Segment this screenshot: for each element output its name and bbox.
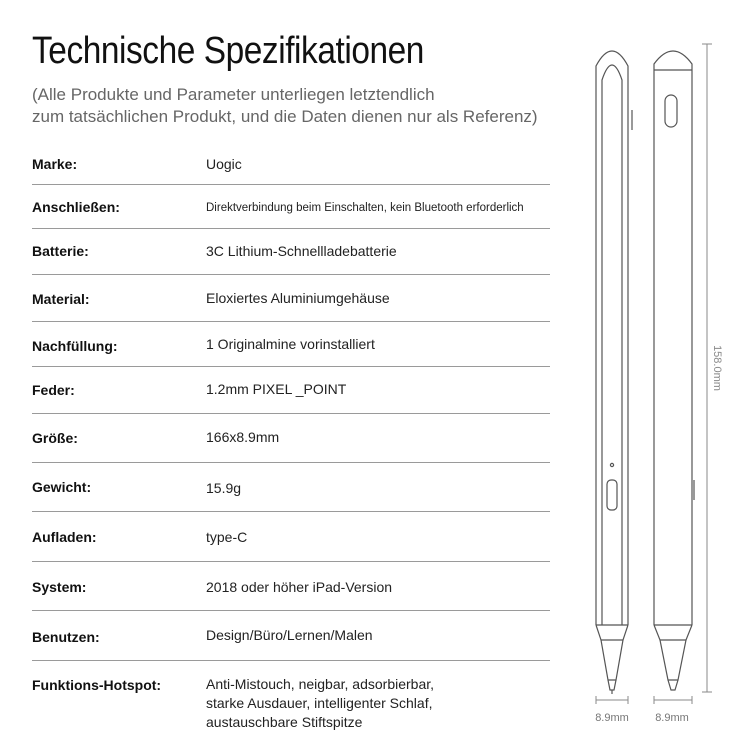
spec-row-benutzen xyxy=(32,611,550,661)
spec-label: Größe: xyxy=(32,430,78,446)
width-label-left: 8.9mm xyxy=(595,712,629,724)
pen-illustration xyxy=(580,40,750,730)
spec-row-aufladen xyxy=(32,512,550,562)
spec-label: Marke: xyxy=(32,156,78,172)
spec-value xyxy=(206,675,434,732)
spec-value: 1 Originalmine vorinstalliert xyxy=(206,336,375,352)
spec-row-batterie xyxy=(32,229,550,275)
spec-row-groesse xyxy=(32,414,550,463)
width-dimension-lines xyxy=(596,696,692,704)
spec-label: Nachfüllung: xyxy=(32,338,118,354)
spec-value: Design/Büro/Lernen/Malen xyxy=(206,627,373,643)
spec-value: 1.2mm PIXEL _POINT xyxy=(206,381,347,397)
spec-row-system xyxy=(32,562,550,611)
spec-value-line: starke Ausdauer, intelligenter Schlaf, xyxy=(206,695,433,711)
spec-label: Feder: xyxy=(32,382,75,398)
page-subtitle xyxy=(32,84,538,128)
spec-value-line: Anti-Mistouch, neigbar, adsorbierbar, xyxy=(206,676,435,692)
spec-label: Gewicht: xyxy=(32,479,92,495)
spec-value: 2018 oder höher iPad-Version xyxy=(206,579,393,595)
spec-value: 3C Lithium-Schnellladebatterie xyxy=(206,243,397,259)
length-label: 158.0mm xyxy=(711,345,723,391)
spec-label: Anschließen: xyxy=(32,199,120,215)
pen-diagram xyxy=(580,40,750,730)
spec-value-line: austauschbare Stiftspitze xyxy=(206,714,363,730)
pen-front-view xyxy=(596,51,632,694)
length-dimension-line xyxy=(702,44,712,692)
spec-label: Batterie: xyxy=(32,243,89,259)
spec-label: System: xyxy=(32,579,87,595)
spec-row-material xyxy=(32,275,550,322)
width-label-right: 8.9mm xyxy=(655,712,689,724)
spec-row-funktions-hotspot xyxy=(32,661,550,731)
spec-row-feder xyxy=(32,367,550,414)
spec-value: Direktverbindung beim Einschalten, kein Bluetooth erforderlich xyxy=(206,202,524,214)
spec-value: Eloxiertes Aluminiumgehäuse xyxy=(206,290,390,306)
spec-row-gewicht xyxy=(32,463,550,512)
spec-label: Funktions-Hotspot: xyxy=(32,677,162,693)
spec-table xyxy=(32,142,550,731)
spec-row-nachfuellung xyxy=(32,322,550,367)
spec-value: 166x8.9mm xyxy=(206,429,280,445)
page-title: Technische Spezifikationen xyxy=(32,30,424,72)
spec-row-anschliessen xyxy=(32,185,550,229)
spec-value: type-C xyxy=(206,529,248,545)
spec-label: Benutzen: xyxy=(32,629,100,645)
spec-row-marke xyxy=(32,142,550,185)
spec-label: Material: xyxy=(32,291,90,307)
subtitle-line-2: zum tatsächlichen Produkt, und die Daten dienen nur als Referenz) xyxy=(32,107,538,126)
spec-label: Aufladen: xyxy=(32,529,97,545)
spec-value: Uogic xyxy=(206,156,242,172)
subtitle-line-1: (Alle Produkte und Parameter unterliegen letztendlich xyxy=(32,85,435,104)
pen-side-view xyxy=(654,51,694,690)
spec-value: 15.9g xyxy=(206,480,242,496)
